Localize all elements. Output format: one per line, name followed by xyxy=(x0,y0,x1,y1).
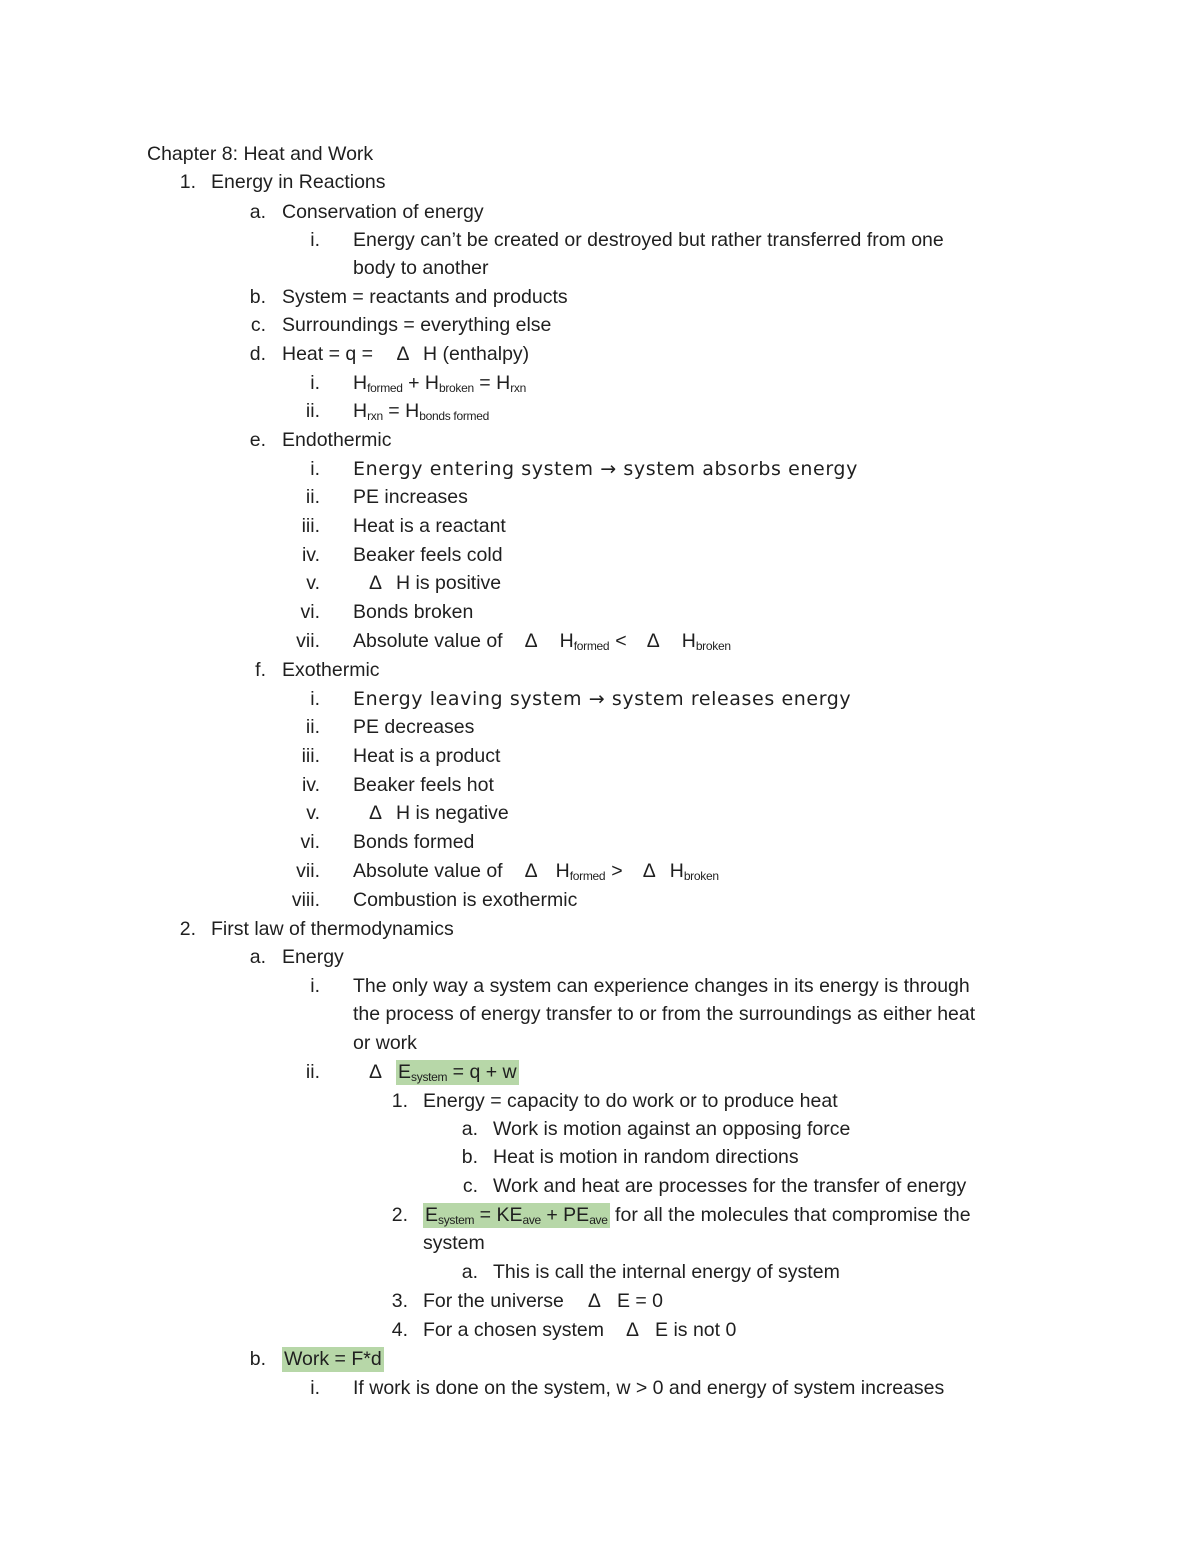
text: H (enthalpy) xyxy=(422,343,530,365)
list-marker: 1. xyxy=(391,1090,408,1112)
operator: < xyxy=(615,630,627,652)
list-item: Beaker feels cold xyxy=(353,544,503,566)
operator: + xyxy=(402,372,425,394)
delta-symbol: Δ xyxy=(369,802,383,824)
subscript: broken xyxy=(438,381,474,395)
list-item: Work is motion against an opposing force xyxy=(493,1118,851,1140)
list-marker: i. xyxy=(310,372,320,394)
equation xyxy=(353,369,526,397)
symbol: H xyxy=(353,400,368,422)
list-marker: ii. xyxy=(305,1061,320,1083)
list-item xyxy=(353,857,719,885)
subscript: ave xyxy=(589,1213,608,1227)
list-marker: ii. xyxy=(305,400,320,422)
operator: > xyxy=(611,860,623,882)
symbol: H xyxy=(405,400,420,422)
list-item: If work is done on the system, w > 0 and energy of system increases xyxy=(353,1377,945,1399)
subscript: system xyxy=(438,1213,475,1227)
list-marker: vii. xyxy=(296,630,320,652)
text: E is not 0 xyxy=(655,1319,737,1341)
list-marker: b. xyxy=(249,1348,266,1370)
list-item: Conservation of energy xyxy=(282,201,484,223)
list-marker: i. xyxy=(310,688,320,710)
symbol: H xyxy=(681,630,696,652)
text: H is negative xyxy=(396,802,509,824)
delta-symbol: Δ xyxy=(625,1319,640,1341)
subscript: system xyxy=(411,1070,448,1084)
list-item: Heat is motion in random directions xyxy=(493,1146,799,1168)
list-marker: i. xyxy=(310,975,320,997)
list-marker: i. xyxy=(310,1377,320,1399)
list-item: Beaker feels hot xyxy=(353,774,494,796)
list-marker: e. xyxy=(249,429,266,451)
delta-symbol: Δ xyxy=(587,1290,601,1312)
list-item: PE decreases xyxy=(353,716,475,738)
list-marker: iv. xyxy=(301,544,320,566)
text: For the universe xyxy=(423,1290,564,1312)
subscript: bonds formed xyxy=(419,409,489,423)
delta-symbol: Δ xyxy=(396,343,410,365)
list-item: Energy = capacity to do work or to produce heat xyxy=(423,1090,838,1112)
list-marker: 3. xyxy=(391,1290,408,1312)
list-item xyxy=(282,1345,384,1373)
list-item-continuation: body to another xyxy=(353,257,489,279)
delta-symbol: Δ xyxy=(646,630,660,652)
symbol: E xyxy=(398,1061,412,1083)
subscript: formed xyxy=(569,869,606,883)
symbol: H xyxy=(496,372,511,394)
highlighted-equation xyxy=(396,1060,519,1085)
list-marker: d. xyxy=(249,343,266,365)
symbol: H xyxy=(559,630,574,652)
list-marker: f. xyxy=(255,659,266,681)
list-marker: ii. xyxy=(305,716,320,738)
equation xyxy=(353,397,489,425)
list-item: This is call the internal energy of system xyxy=(493,1261,840,1283)
text: H is positive xyxy=(396,572,502,594)
list-item: System = reactants and products xyxy=(282,286,568,308)
text: Heat = q = xyxy=(282,343,374,365)
list-item-continuation: or work xyxy=(353,1032,417,1054)
list-marker: iii. xyxy=(301,515,320,537)
list-item xyxy=(423,1287,663,1315)
text: for all the molecules that compromise the xyxy=(609,1204,971,1226)
list-marker: vi. xyxy=(300,601,320,623)
list-item: Exothermic xyxy=(282,659,380,681)
list-item: Heat is a reactant xyxy=(353,515,506,537)
list-marker: i. xyxy=(310,458,320,480)
list-item: Energy can’t be created or destroyed but rather transferred from one xyxy=(353,229,944,251)
subscript: formed xyxy=(573,639,610,653)
subscript: formed xyxy=(367,381,403,395)
list-marker: vii. xyxy=(296,860,320,882)
symbol: H xyxy=(353,372,368,394)
list-marker: a. xyxy=(249,201,266,223)
list-item: Surroundings = everything else xyxy=(282,314,552,336)
list-item: The only way a system can experience changes in its energy is through xyxy=(353,975,970,997)
list-marker: c. xyxy=(462,1175,478,1197)
subscript: rxn xyxy=(510,381,526,395)
symbol: H xyxy=(669,860,684,882)
operator: = xyxy=(473,372,497,394)
list-item: PE increases xyxy=(353,486,468,508)
list-marker: vi. xyxy=(300,831,320,853)
list-marker: viii. xyxy=(291,889,320,911)
list-marker: v. xyxy=(306,802,320,824)
list-item xyxy=(423,1316,736,1344)
list-item: Heat is a product xyxy=(353,745,501,767)
list-item xyxy=(282,340,529,368)
list-marker: v. xyxy=(306,572,320,594)
list-marker: iv. xyxy=(301,774,320,796)
list-marker: 2. xyxy=(391,1204,408,1226)
section-heading: First law of thermodynamics xyxy=(211,918,454,940)
section-heading: Energy in Reactions xyxy=(211,171,386,193)
text: = KE xyxy=(474,1204,523,1226)
list-item: Work and heat are processes for the transfer of energy xyxy=(493,1175,967,1197)
subscript: ave xyxy=(522,1213,541,1227)
list-item: Energy entering system → system absorbs energy xyxy=(353,458,858,480)
list-marker: b. xyxy=(249,286,266,308)
text: E = 0 xyxy=(616,1290,664,1312)
page-title: Chapter 8: Heat and Work xyxy=(147,143,374,165)
list-item: Energy leaving system → system releases energy xyxy=(353,688,852,710)
list-marker: 2. xyxy=(179,918,196,940)
delta-symbol: Δ xyxy=(524,630,538,652)
highlighted-equation xyxy=(423,1203,610,1228)
symbol: H xyxy=(424,372,439,394)
list-marker: ii. xyxy=(305,486,320,508)
list-item: Endothermic xyxy=(282,429,392,451)
list-marker: 1. xyxy=(179,171,196,193)
text: Absolute value of xyxy=(353,630,503,652)
delta-symbol: Δ xyxy=(369,1061,383,1083)
list-item-continuation: system xyxy=(423,1232,485,1254)
subscript: rxn xyxy=(367,409,383,423)
list-marker: c. xyxy=(250,314,266,336)
text: + PE xyxy=(540,1204,590,1226)
list-marker: a. xyxy=(461,1118,478,1140)
list-marker: a. xyxy=(461,1261,478,1283)
list-marker: i. xyxy=(310,229,320,251)
delta-symbol: Δ xyxy=(369,572,383,594)
operator: = xyxy=(382,400,406,422)
symbol: H xyxy=(555,860,570,882)
delta-symbol: Δ xyxy=(642,860,656,882)
list-item xyxy=(423,1201,971,1229)
list-marker: 4. xyxy=(391,1319,408,1341)
subscript: broken xyxy=(683,869,719,883)
delta-symbol: Δ xyxy=(524,860,538,882)
list-item xyxy=(353,627,731,655)
text: For a chosen system xyxy=(423,1319,604,1341)
list-item xyxy=(353,569,501,597)
list-marker: a. xyxy=(249,946,266,968)
list-marker: iii. xyxy=(301,745,320,767)
list-item: Bonds formed xyxy=(353,831,475,853)
list-item: Bonds broken xyxy=(353,601,474,623)
list-marker: b. xyxy=(461,1146,478,1168)
highlighted-equation: Work = F*d xyxy=(284,1348,382,1370)
subscript: broken xyxy=(695,639,731,653)
text: = q + w xyxy=(447,1061,517,1083)
list-item-continuation: the process of energy transfer to or from the surroundings as either heat xyxy=(353,1003,976,1025)
list-item: Combustion is exothermic xyxy=(353,889,578,911)
text: Absolute value of xyxy=(353,860,503,882)
symbol: E xyxy=(425,1204,439,1226)
list-item: Energy xyxy=(282,946,344,968)
list-item xyxy=(353,799,509,827)
equation xyxy=(353,1058,519,1086)
